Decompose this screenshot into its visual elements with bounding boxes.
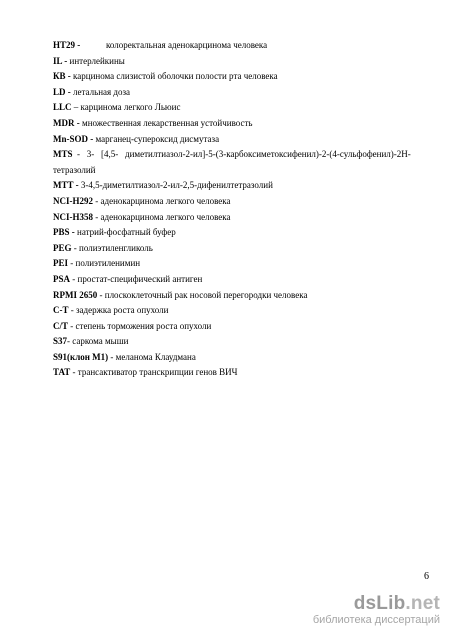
- watermark[interactable]: [313, 594, 440, 627]
- abbreviation-definition: карцинома слизистой оболочки полости рта человека: [70, 71, 278, 82]
- abbreviation-definition: - 3- [4,5- диметилтиазол-2-ил]-5-(3-карбоксиметоксифенил)-2-(4-сульфофенил)-2Н-: [72, 149, 411, 160]
- abbreviation-term: LD -: [53, 86, 71, 97]
- abbreviation-term: MDR -: [53, 117, 80, 128]
- abbreviation-term: NCI-H292: [53, 195, 93, 206]
- list-item: [53, 321, 433, 337]
- abbreviation-definition: колоректальная аденокарцинома человека: [106, 40, 268, 50]
- abbreviation-term: MTS: [53, 149, 73, 160]
- list-item: [53, 118, 433, 134]
- list-item: [53, 305, 433, 321]
- list-item: [53, 212, 433, 228]
- abbreviation-definition: - трансактиватор транскрипции генов ВИЧ: [70, 367, 238, 378]
- list-item-first-line: [53, 149, 433, 165]
- list-item: [53, 290, 433, 306]
- abbreviation-definition: 3-4,5-диметилтиазол-2-ил-2,5-дифенилтетразолий: [78, 180, 273, 191]
- list-item: [53, 258, 433, 274]
- abbreviation-list: [53, 40, 433, 383]
- abbreviation-definition-continuation: тетразолий: [53, 164, 96, 175]
- abbreviation-definition: интерлейкины: [67, 55, 125, 66]
- abbreviation-term: MTT -: [53, 180, 79, 191]
- list-item: [53, 180, 433, 196]
- abbreviation-term: NCI-H358: [53, 211, 93, 222]
- abbreviation-term: PSA: [53, 273, 71, 284]
- list-item: [53, 71, 433, 87]
- list-item: [53, 40, 433, 56]
- abbreviation-term: ТАТ: [53, 367, 71, 378]
- list-item: [53, 274, 433, 290]
- list-item: [53, 87, 433, 103]
- abbreviation-definition: - аденокарцинома легкого человека: [93, 211, 231, 222]
- abbreviation-definition: - аденокарцинома легкого человека: [93, 195, 231, 206]
- list-item: [53, 196, 433, 212]
- abbreviation-term: С-Т: [53, 305, 69, 316]
- abbreviation-term: КВ -: [53, 71, 71, 82]
- list-item: [53, 134, 433, 150]
- abbreviation-definition: - полиэтиленгликоль: [71, 242, 153, 253]
- list-item: [53, 243, 433, 259]
- abbreviation-definition: - степень торможения роста опухоли: [68, 320, 212, 331]
- abbreviation-definition: летальная доза: [70, 86, 131, 97]
- list-item-continuation: [53, 165, 433, 181]
- abbreviation-term: PEI: [53, 258, 69, 269]
- watermark-logo[interactable]: [313, 594, 440, 614]
- watermark-logo-suffix: .net: [405, 593, 440, 614]
- abbreviation-term: HT29 -: [53, 40, 81, 50]
- abbreviation-definition: - меланома Клаудмана: [108, 351, 196, 362]
- abbreviation-definition: марганец-супероксид дисмутаза: [93, 133, 220, 144]
- abbreviation-definition: - простат-специфический антиген: [70, 273, 203, 284]
- abbreviation-term: S37: [53, 336, 68, 347]
- abbreviation-term: PEG: [53, 242, 72, 253]
- abbreviation-term: С/Т: [53, 320, 69, 331]
- abbreviation-definition: - саркома мыши: [67, 336, 129, 347]
- abbreviation-term: IL -: [53, 55, 68, 66]
- abbreviation-term: Mn-SOD -: [53, 133, 94, 144]
- abbreviation-definition: натрий-фосфатный буфер: [74, 227, 176, 238]
- list-item: [53, 227, 433, 243]
- list-item: [53, 352, 433, 368]
- abbreviation-term: LLC: [53, 102, 72, 113]
- abbreviation-definition: – карцинома легкого Льюис: [71, 102, 181, 113]
- abbreviation-definition: - задержка роста опухоли: [68, 305, 169, 316]
- abbreviation-definition: - полиэтиленимин: [68, 258, 141, 269]
- abbreviation-term: PBS -: [53, 227, 75, 238]
- list-item: [53, 149, 433, 165]
- page-number: 6: [424, 571, 429, 582]
- list-item: [53, 56, 433, 72]
- watermark-logo-main: dsLib: [353, 593, 406, 614]
- list-item: [53, 102, 433, 118]
- abbreviation-definition: - плоскоклеточный рак носовой перегородки человека: [97, 289, 308, 300]
- abbreviation-term: RPMI 2650: [53, 289, 98, 300]
- list-item: [53, 336, 433, 352]
- watermark-tagline: библиотека диссертаций: [312, 614, 440, 626]
- abbreviation-term: S91(клон М1): [53, 351, 109, 362]
- abbreviation-definition: множественная лекарственная устойчивость: [79, 117, 253, 128]
- list-item: [53, 367, 433, 383]
